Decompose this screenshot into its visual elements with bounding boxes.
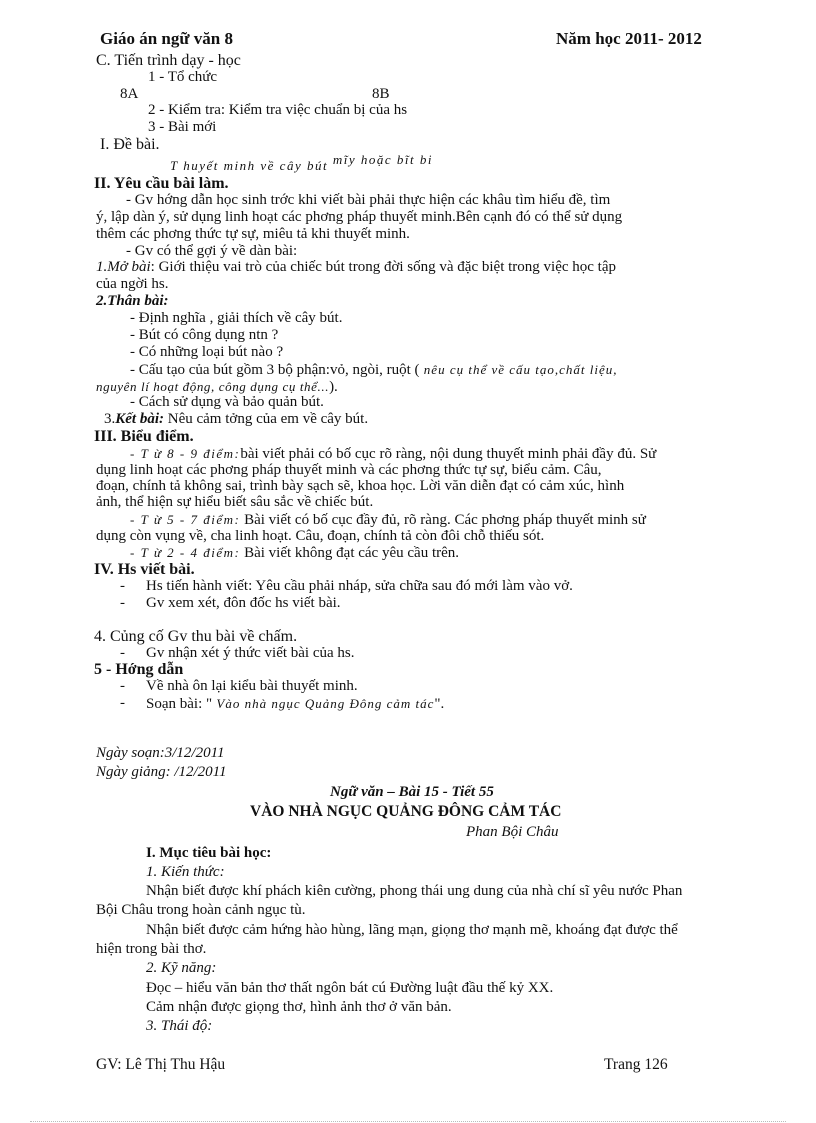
tb-item-4-note: nêu cụ thể về cấu tạo,chất liệu,: [419, 362, 618, 377]
essay-topic-part2: mĩy hoặc bĩt bi: [332, 152, 433, 167]
hs-item-2-dash: -: [120, 595, 125, 611]
hd-item-2-title: Vào nhà ngục Quảng Đông cảm tác: [212, 696, 435, 711]
essay-topic: [170, 152, 433, 175]
step-1: 1 - Tổ chức: [148, 69, 218, 85]
thai-do-heading: 3. Thái độ:: [146, 1018, 213, 1034]
doc-header-title: Giáo án ngữ văn 8: [100, 29, 234, 48]
footer-page-number: Trang 126: [604, 1056, 668, 1073]
kt-line-1: Nhận biết được khí phách kiên cường, phong thái ung dung của nhà chí sĩ yêu nước Phan: [146, 883, 683, 899]
tb-item-3: - Có những loại bút nào ?: [130, 344, 284, 360]
hs-item-1: Hs tiến hành viết: Yêu cầu phải nháp, sửa chữa sau đó mới làm vào vở.: [146, 578, 573, 594]
section-cung-co: 4. Củng cố Gv thu bài về chấm.: [94, 628, 298, 645]
yc-line-3: thêm các phơng thức tự sự, miêu tả khi thuyết minh.: [96, 226, 410, 242]
section-c-heading: C. Tiến trình dạy - học: [96, 52, 241, 69]
essay-topic-part1: T huyết minh về cây bút: [170, 158, 333, 173]
ky-nang-heading: 2. Kỹ năng:: [146, 960, 217, 976]
tb-item-1: - Định nghĩa , giải thích về cây bút.: [130, 310, 343, 326]
mo-bai-line-2: của ngời hs.: [96, 276, 169, 292]
bd-1-line-1: [130, 445, 656, 463]
hd-item-1-dash: -: [120, 678, 125, 694]
bd-3-label: - T ừ 2 - 4 điểm:: [130, 545, 241, 560]
hd-item-2-suffix: ".: [434, 696, 445, 712]
step-3: 3 - Bài mới: [148, 119, 217, 135]
mo-bai-label: 1.Mở bài: [96, 259, 151, 275]
mo-bai-text: : Giới thiệu vai trò của chiếc bút trong đời sống và đặc biệt trong việc học tập: [150, 259, 616, 275]
class-8a: 8A: [120, 86, 139, 102]
bd-1-line-2: dụng linh hoạt các phơng pháp thuyết minh và các phơng thức tự sự, biểu cảm. Câu,: [96, 462, 602, 478]
cc-item-1-dash: -: [120, 645, 125, 661]
hs-item-1-dash: -: [120, 578, 125, 594]
section-yeu-cau: II. Yêu cầu bài làm.: [94, 175, 229, 192]
ket-bai-label: Kết bài:: [115, 411, 164, 427]
bd-2-label: - T ừ 5 - 7 điểm:: [130, 512, 241, 527]
hs-item-2: Gv xem xét, đôn đốc hs viết bài.: [146, 595, 341, 611]
tb-item-4-text: - Cấu tạo của bút gồm 3 bộ phận:vỏ, ngòi, ruột (: [130, 362, 420, 378]
kn-line-1: Đọc – hiểu văn bản thơ thất ngôn bát cú Đường luật đầu thế kỷ XX.: [146, 980, 554, 996]
tb-item-5: - Cách sử dụng và bảo quản bút.: [130, 394, 324, 410]
bd-1-label: - T ừ 8 - 9 điểm:: [130, 446, 241, 461]
bd-2-line-2: dụng còn vụng về, cha linh hoạt. Câu, đoạn, chính tả còn đôi chỗ thiếu sót.: [96, 528, 545, 544]
ket-bai-text: Nêu cảm tởng của em về cây bút.: [164, 411, 369, 427]
section-bieu-diem: III. Biểu điểm.: [94, 428, 194, 445]
bd-2-line-1: [130, 511, 646, 529]
lesson-ref: Ngữ văn – Bài 15 - Tiết 55: [330, 784, 494, 800]
bd-3-text: Bài viết không đạt các yêu cầu trên.: [240, 545, 460, 561]
kien-thuc-heading: 1. Kiến thức:: [146, 864, 225, 880]
hd-item-2: [146, 695, 444, 713]
hd-item-1: Về nhà ôn lại kiểu bài thuyết minh.: [146, 678, 358, 694]
page-bottom-divider: [30, 1121, 786, 1122]
bd-1-line-3: đoạn, chính tả không sai, trình bày sạch sẽ, khoa học. Lời văn diễn đạt có cảm xúc, hình: [96, 478, 625, 494]
tb-item-4: [130, 361, 618, 379]
tb-item-2: - Bút có công dụng ntn ?: [130, 327, 279, 343]
yc-line-1: - Gv hớng dẫn học sinh trớc khi viết bài phải thực hiện các khâu tìm hiểu đề, tìm: [126, 192, 611, 208]
step-2: 2 - Kiểm tra: Kiểm tra việc chuẩn bị của hs: [148, 102, 408, 118]
mo-bai-line: [96, 259, 616, 276]
doc-header-year: Năm học 2011- 2012: [556, 29, 702, 48]
bd-1-line-4: ảnh, thể hiện sự hiểu biết sâu sắc về chiếc bút.: [96, 494, 374, 510]
cc-item-1: Gv nhận xét ý thức viết bài của hs.: [146, 645, 355, 661]
class-8b: 8B: [372, 86, 390, 102]
lesson-author: Phan Bội Châu: [466, 824, 559, 840]
tb-item-4-close: ).: [329, 379, 338, 395]
ngay-soan: Ngày soạn:3/12/2011: [96, 745, 225, 761]
hd-item-2-prefix: Soạn bài: ": [146, 696, 213, 712]
yc-line-2: ý, lập dàn ý, sử dụng linh hoạt các phơng pháp thuyết minh.Bên cạnh đó có thể sử dụng: [96, 209, 623, 225]
hd-item-2-dash: -: [120, 695, 125, 711]
ket-bai-line: [104, 411, 368, 428]
kt-line-2: Bội Châu trong hoàn cảnh ngục tù.: [96, 902, 306, 918]
ngay-giang: Ngày giảng: /12/2011: [96, 764, 227, 780]
yc-line-4: - Gv có thể gợi ý về dàn bài:: [126, 243, 298, 259]
bd-2-text: Bài viết có bố cục đầy đủ, rõ ràng. Các phơng pháp thuyết minh sử: [240, 512, 646, 528]
footer-teacher: GV: Lê Thị Thu Hậu: [96, 1056, 226, 1073]
kt-line-3: Nhận biết được cảm hứng hào hùng, lãng mạn, giọng thơ mạnh mẽ, khoáng đạt được thể: [146, 922, 678, 938]
lesson-title: VÀO NHÀ NGỤC QUẢNG ĐÔNG CẢM TÁC: [250, 803, 562, 820]
than-bai-label: 2.Thân bài:: [96, 293, 169, 309]
bd-1-text: bài viết phải có bố cục rõ ràng, nội dung thuyết minh phải đầy đủ. Sử: [240, 446, 657, 462]
section-hs-viet-bai: IV. Hs viết bài.: [94, 561, 195, 578]
ket-bai-num: 3.: [104, 411, 116, 427]
section-de-bai: I. Đề bài.: [100, 136, 160, 153]
kt-line-4: hiện trong bài thơ.: [96, 941, 207, 957]
section-muc-tieu: I. Mục tiêu bài học:: [146, 845, 272, 861]
kn-line-2: Cảm nhận được giọng thơ, hình ảnh thơ ở văn bản.: [146, 999, 452, 1015]
section-huong-dan: 5 - Hớng dẫn: [94, 661, 184, 678]
bd-3-line: [130, 544, 459, 562]
tb-item-4-note-2: nguyên lí hoạt động, công dụng cụ thể...: [96, 379, 330, 394]
